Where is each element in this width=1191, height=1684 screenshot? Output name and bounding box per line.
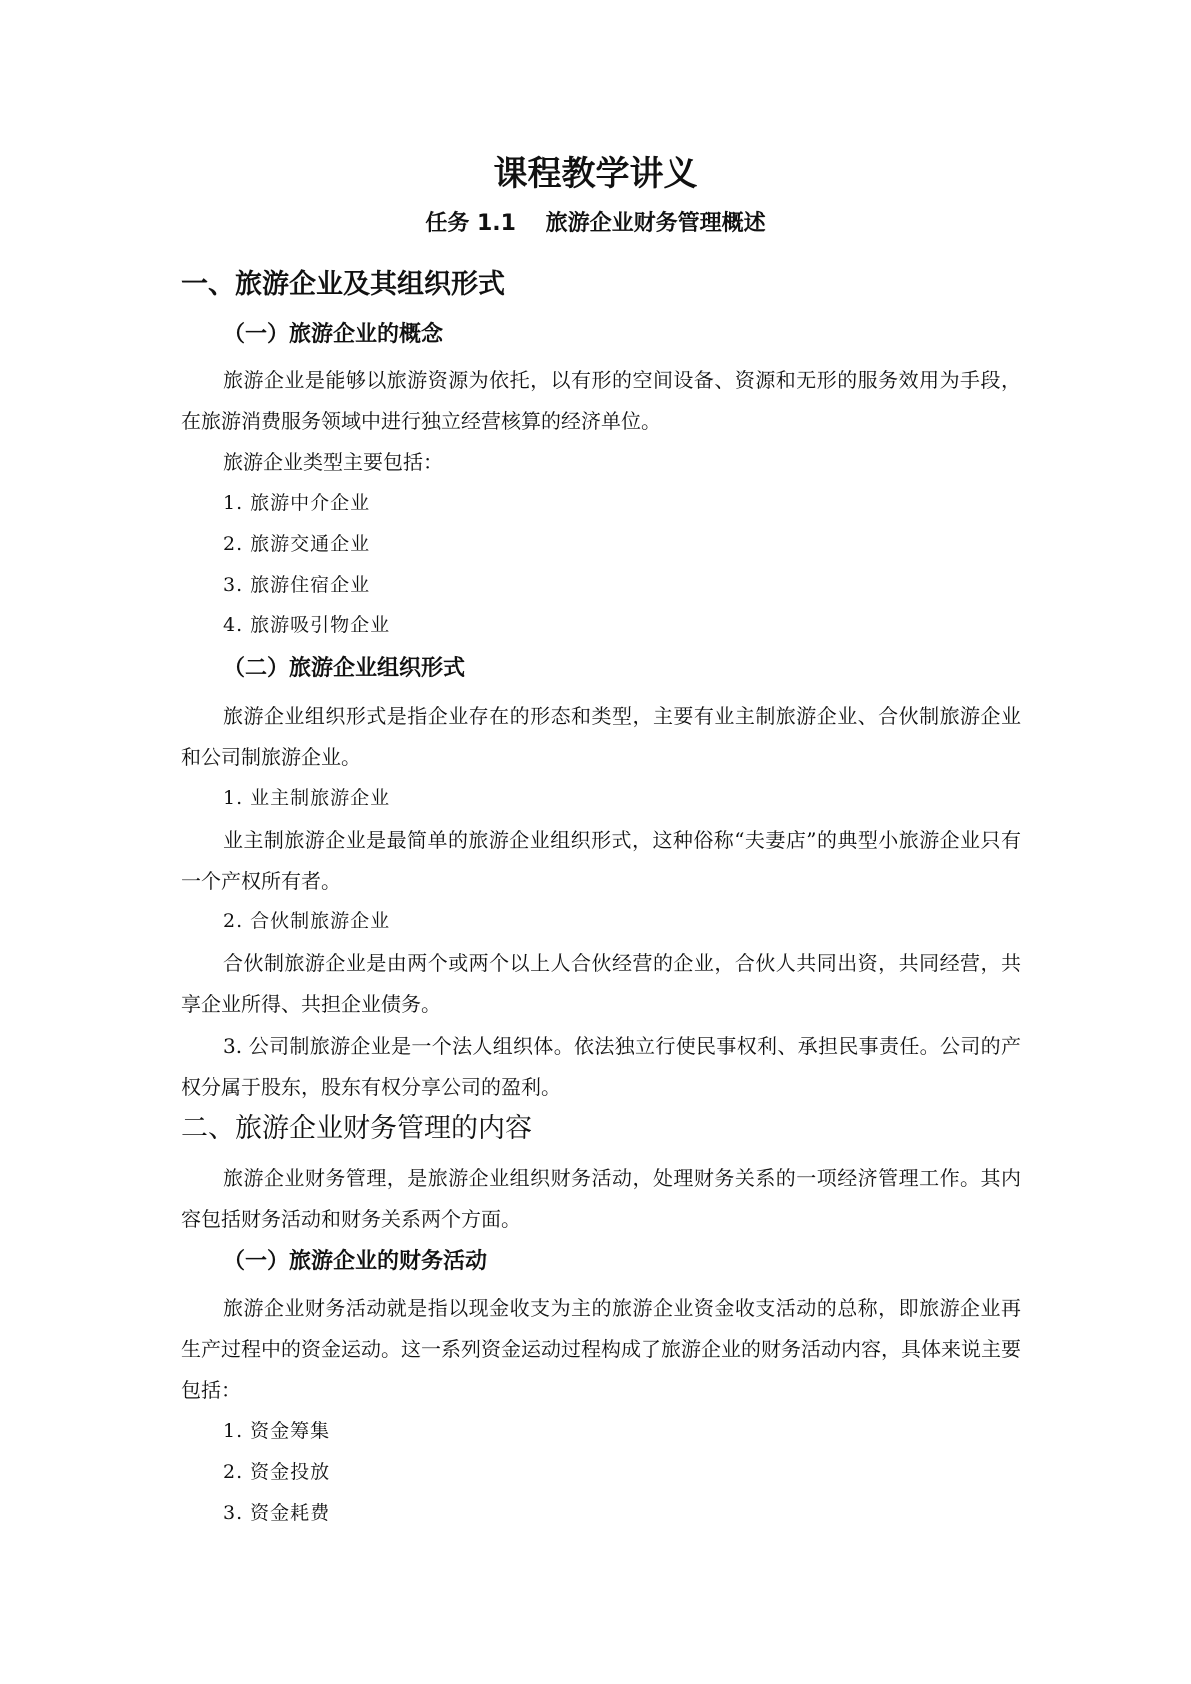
list-item: 1. 资金筹集 [223,1420,331,1442]
list-item: 2. 资金投放 [223,1461,331,1483]
list-item: 2. 合伙制旅游企业 [223,910,391,932]
paragraph: 旅游企业财务管理，是旅游企业组织财务活动，处理财务关系的一项经济管理工作。其内容包括财务活动和财务关系两个方面。 [181,1166,1021,1231]
document-title: 课程教学讲义 [493,154,698,194]
list-item: 2. 旅游交通企业 [223,533,371,555]
paragraph: 旅游企业组织形式是指企业存在的形态和类型，主要有业主制旅游企业、合伙制旅游企业和公司制旅游企业。 [181,704,1021,769]
list-item: 1. 旅游中介企业 [223,492,371,514]
paragraph: 旅游企业财务活动就是指以现金收支为主的旅游企业资金收支活动的总称，即旅游企业再生产过程中的资金运动。这一系列资金运动过程构成了旅游企业的财务活动内容，具体来说主要包括： [181,1296,1021,1402]
section-1-1-heading: （一）旅游企业的概念 [223,322,444,347]
paragraph: 业主制旅游企业是最简单的旅游企业组织形式，这种俗称“夫妻店”的典型小旅游企业只有一个产权所有者。 [181,828,1021,893]
section-2-1-heading: （一）旅游企业的财务活动 [223,1249,488,1274]
list-item: 4. 旅游吸引物企业 [223,614,391,636]
list-item: 3. 旅游住宿企业 [223,574,371,596]
section-1-2-heading: （二）旅游企业组织形式 [223,656,466,681]
paragraph: 旅游企业类型主要包括： [223,450,443,474]
list-item: 1. 业主制旅游企业 [223,787,391,809]
document-subtitle: 任务 1.1 旅游企业财务管理概述 [425,211,766,236]
list-item: 3. 资金耗费 [223,1502,331,1524]
paragraph: 3. 公司制旅游企业是一个法人组织体。依法独立行使民事权利、承担民事责任。公司的产权分属于股东，股东有权分享公司的盈利。 [181,1034,1021,1099]
paragraph: 合伙制旅游企业是由两个或两个以上人合伙经营的企业，合伙人共同出资，共同经营，共享企业所得、共担企业债务。 [181,951,1021,1016]
paragraph: 旅游企业是能够以旅游资源为依托，以有形的空间设备、资源和无形的服务效用为手段，在旅游消费服务领域中进行独立经营核算的经济单位。 [181,368,1021,433]
section-2-heading: 二、旅游企业财务管理的内容 [181,1113,532,1144]
section-1-heading: 一、旅游企业及其组织形式 [181,269,505,300]
